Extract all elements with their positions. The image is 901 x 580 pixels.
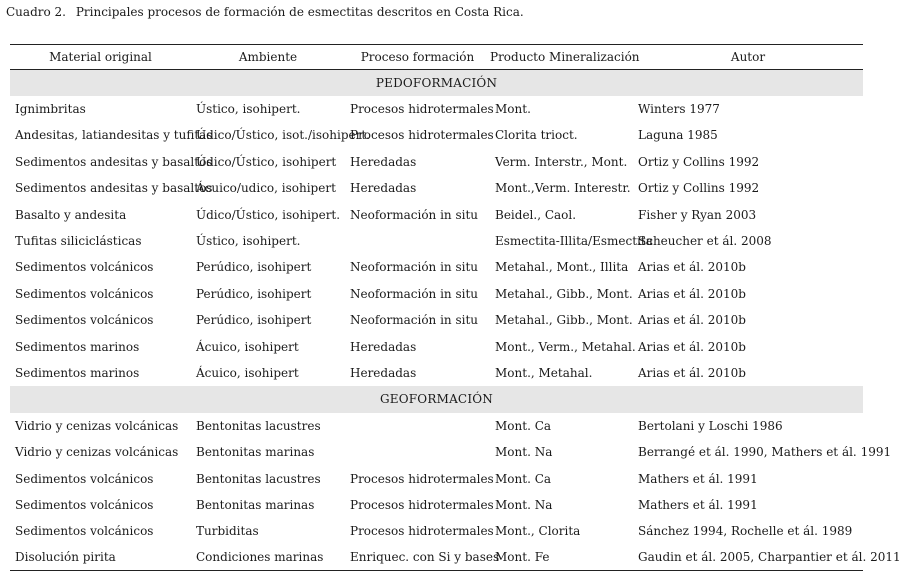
section-title: GEOFORMACIÓN (10, 386, 863, 412)
cell-autor: Ortiz y Collins 1992 (638, 154, 760, 169)
table-caption (6, 5, 524, 19)
section-row (10, 386, 863, 412)
table-row (10, 465, 863, 491)
cell-proceso: Procesos hidrotermales (350, 102, 494, 117)
cell-producto: Mont. Na (495, 497, 553, 512)
header-proceso-formacion: Proceso formación (345, 45, 490, 70)
cell-ambiente: Údico/Ústico, isohipert. (196, 207, 341, 222)
cell-producto: Mont. Fe (490, 545, 633, 571)
cell-producto: Verm. Interstr., Mont. (495, 154, 628, 169)
cell-material: Sedimentos volcánicos (15, 286, 154, 301)
caption-number: Cuadro 2. (6, 5, 66, 19)
cell-producto: Metahal., Gibb., Mont. (495, 286, 633, 301)
cell-material: Vidrio y cenizas volcánicas (15, 445, 179, 460)
header-autor: Autor (633, 45, 863, 70)
cell-proceso (345, 228, 490, 254)
table-row (10, 545, 863, 571)
cell-material: Sedimentos marinos (15, 365, 140, 380)
table-row (10, 413, 863, 439)
cell-ambiente: Condiciones marinas (191, 545, 345, 571)
table-row (10, 96, 863, 122)
cell-material: Sedimentos volcánicos (15, 524, 154, 539)
cell-ambiente: Ústico, isohipert. (196, 102, 301, 117)
table-row (10, 228, 863, 254)
cell-producto: Clorita trioct. (495, 128, 578, 143)
cell-material: Sedimentos volcánicos (15, 260, 154, 275)
cell-autor: Berrangé et ál. 1990, Mathers et ál. 1991 (638, 445, 892, 460)
cell-ambiente: Údico/Ústico, isot./isohipert. (196, 128, 370, 143)
cell-producto: Beidel., Caol. (495, 207, 577, 222)
cell-proceso: Neoformación in situ (350, 260, 479, 275)
cell-ambiente: Ácuico/udico, isohipert (196, 181, 336, 196)
table-row (10, 439, 863, 465)
cell-ambiente: Bentonitas lacustres (196, 471, 321, 486)
cell-producto: Mont., Clorita (495, 524, 581, 539)
section-title: PEDOFORMACIÓN (10, 70, 863, 96)
cell-material: Disolución pirita (10, 545, 191, 571)
cell-ambiente: Ácuico, isohipert (196, 339, 299, 354)
table-row (10, 281, 863, 307)
caption-title: Principales procesos de formación de esmectitas descritos en Costa Rica. (75, 5, 524, 19)
cell-ambiente: Perúdico, isohipert (196, 313, 312, 328)
cell-autor: Sánchez 1994, Rochelle et ál. 1989 (638, 524, 853, 539)
header-material-original: Material original (10, 45, 191, 70)
cell-material: Sedimentos marinos (15, 339, 140, 354)
table-row (10, 201, 863, 227)
table-row (10, 307, 863, 333)
cell-producto: Metahal., Mont., Illita (495, 260, 629, 275)
cell-autor: Scheucher et ál. 2008 (638, 234, 772, 249)
table-row (10, 122, 863, 148)
cell-producto: Metahal., Gibb., Mont. (495, 313, 633, 328)
cell-producto: Mont. (495, 102, 531, 117)
cell-material: Andesitas, latiandesitas y tufitas (15, 128, 213, 143)
cell-ambiente: Bentonitas marinas (196, 445, 315, 460)
table-row (10, 360, 863, 386)
cell-autor: Laguna 1985 (638, 128, 718, 143)
cell-proceso: Neoformación in situ (350, 207, 479, 222)
cell-autor: Arias et ál. 2010b (638, 365, 746, 380)
cell-autor: Arias et ál. 2010b (638, 260, 746, 275)
cell-proceso (345, 413, 490, 439)
cell-producto: Mont. Ca (495, 418, 552, 433)
cell-proceso: Enriquec. con Si y bases (345, 545, 490, 571)
cell-proceso: Procesos hidrotermales (350, 524, 494, 539)
cell-proceso (345, 439, 490, 465)
formation-table (10, 44, 901, 571)
cell-producto: Mont., Metahal. (495, 365, 593, 380)
table-row (10, 175, 863, 201)
cell-proceso: Procesos hidrotermales (350, 471, 494, 486)
cell-autor: Mathers et ál. 1991 (638, 471, 758, 486)
cell-material: Vidrio y cenizas volcánicas (15, 418, 179, 433)
table-row (10, 254, 863, 280)
cell-material: Sedimentos andesitas y basaltos (15, 181, 213, 196)
header-ambiente: Ambiente (191, 45, 345, 70)
cell-proceso: Heredadas (350, 339, 417, 354)
table-row (10, 518, 863, 544)
cell-proceso: Heredadas (350, 154, 417, 169)
section-row (10, 70, 863, 96)
cell-ambiente: Bentonitas marinas (196, 497, 315, 512)
cell-autor: Bertolani y Loschi 1986 (638, 418, 783, 433)
header-producto-mineralizacion: Producto Mineralización (490, 45, 633, 70)
table-row (10, 333, 863, 359)
cell-autor: Gaudin et ál. 2005, Charpantier et ál. 2011 (633, 545, 863, 571)
cell-ambiente: Ústico, isohipert. (196, 234, 301, 249)
cell-material: Tufitas siliciclásticas (15, 234, 142, 249)
cell-material: Basalto y andesita (15, 207, 127, 222)
cell-ambiente: Údico/Ústico, isohipert (196, 154, 337, 169)
cell-material: Sedimentos andesitas y basaltos (15, 154, 213, 169)
cell-autor: Ortiz y Collins 1992 (638, 181, 760, 196)
cell-ambiente: Perúdico, isohipert (196, 260, 312, 275)
cell-material: Sedimentos volcánicos (15, 471, 154, 486)
cell-material: Ignimbritas (15, 102, 86, 117)
cell-ambiente: Ácuico, isohipert (196, 365, 299, 380)
cell-producto: Mont., Verm., Metahal. (495, 339, 636, 354)
cell-autor: Winters 1977 (638, 102, 720, 117)
cell-material: Sedimentos volcánicos (15, 497, 154, 512)
cell-proceso: Neoformación in situ (350, 286, 479, 301)
table-body (10, 70, 901, 571)
cell-proceso: Procesos hidrotermales (350, 497, 494, 512)
cell-proceso: Heredadas (350, 181, 417, 196)
cell-material: Sedimentos volcánicos (15, 313, 154, 328)
cell-autor: Arias et ál. 2010b (638, 339, 746, 354)
cell-ambiente: Bentonitas lacustres (196, 418, 321, 433)
table-row (10, 492, 863, 518)
cell-producto: Mont. Na (495, 445, 553, 460)
table-row (10, 149, 863, 175)
cell-autor: Arias et ál. 2010b (638, 313, 746, 328)
cell-producto: Mont. Ca (495, 471, 552, 486)
cell-ambiente: Turbiditas (196, 524, 259, 539)
cell-proceso: Neoformación in situ (350, 313, 479, 328)
cell-producto: Mont.,Verm. Interestr. (495, 181, 631, 196)
cell-ambiente: Perúdico, isohipert (196, 286, 312, 301)
cell-autor: Arias et ál. 2010b (638, 286, 746, 301)
cell-proceso: Heredadas (350, 365, 417, 380)
header-row (10, 45, 863, 70)
cell-proceso: Procesos hidrotermales (350, 128, 494, 143)
cell-autor: Mathers et ál. 1991 (638, 497, 758, 512)
cell-autor: Fisher y Ryan 2003 (638, 207, 757, 222)
cell-producto: Esmectita-Illita/Esmectita (495, 234, 653, 249)
